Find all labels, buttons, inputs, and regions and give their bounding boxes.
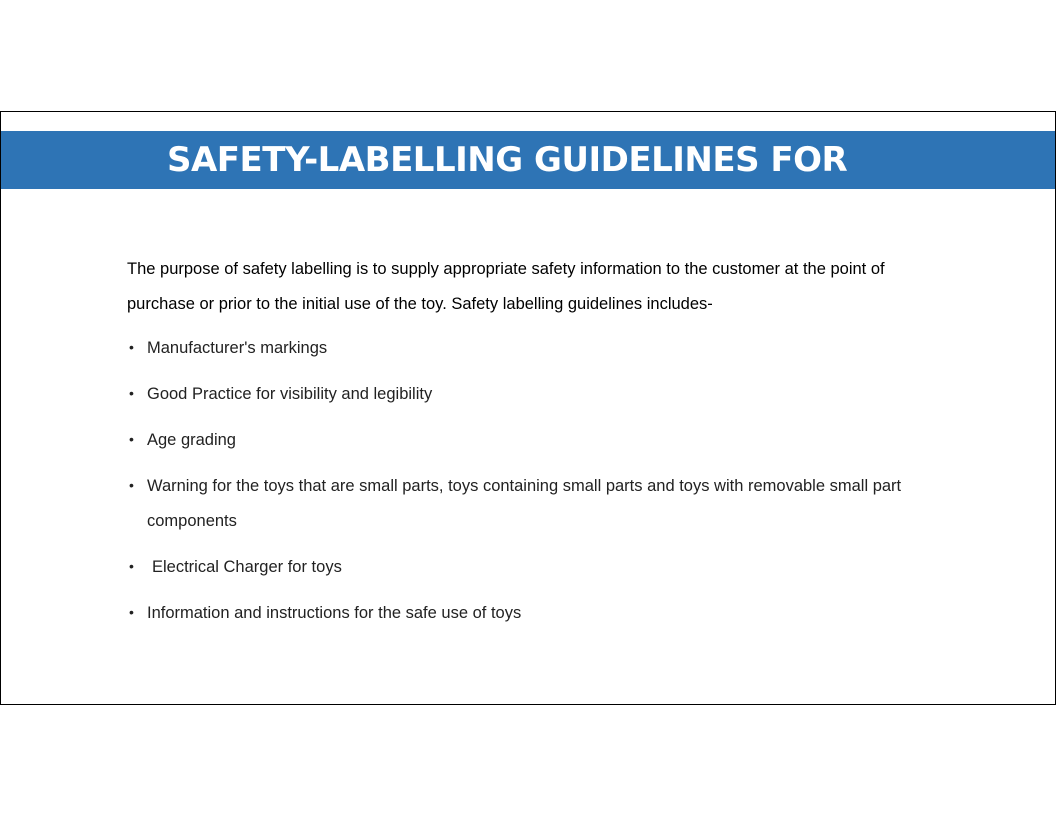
intro-paragraph: The purpose of safety labelling is to supply appropriate safety information to the customer at the point of purchase or prior to the initial use of the toy. Safety labelling guidelines includes-	[127, 260, 885, 313]
bullet-list	[127, 331, 957, 642]
bullet-icon: •	[129, 477, 134, 493]
list-item	[127, 423, 957, 458]
slide	[0, 111, 1056, 705]
list-item-text: Manufacturer's markings	[147, 339, 328, 357]
list-item	[127, 596, 957, 631]
title-bar	[1, 131, 1055, 189]
slide-title: SAFETY-LABELLING GUIDELINES FOR	[167, 140, 848, 180]
bullet-icon: •	[129, 339, 134, 355]
list-item-text: Age grading	[147, 431, 236, 449]
list-item-text: Warning for the toys that are small parts, toys containing small parts and toys with removable small part components	[147, 477, 902, 530]
list-item	[127, 331, 957, 366]
list-item-text: Information and instructions for the safe use of toys	[147, 604, 522, 622]
list-item-text: Good Practice for visibility and legibility	[147, 385, 433, 403]
bullet-icon: •	[129, 385, 134, 401]
list-item-text: Electrical Charger for toys	[152, 558, 342, 576]
list-item	[127, 377, 957, 412]
bullet-icon: •	[129, 558, 134, 574]
list-item	[127, 469, 957, 539]
bullet-icon: •	[129, 431, 134, 447]
bullet-icon: •	[129, 604, 134, 620]
list-item	[127, 550, 957, 585]
